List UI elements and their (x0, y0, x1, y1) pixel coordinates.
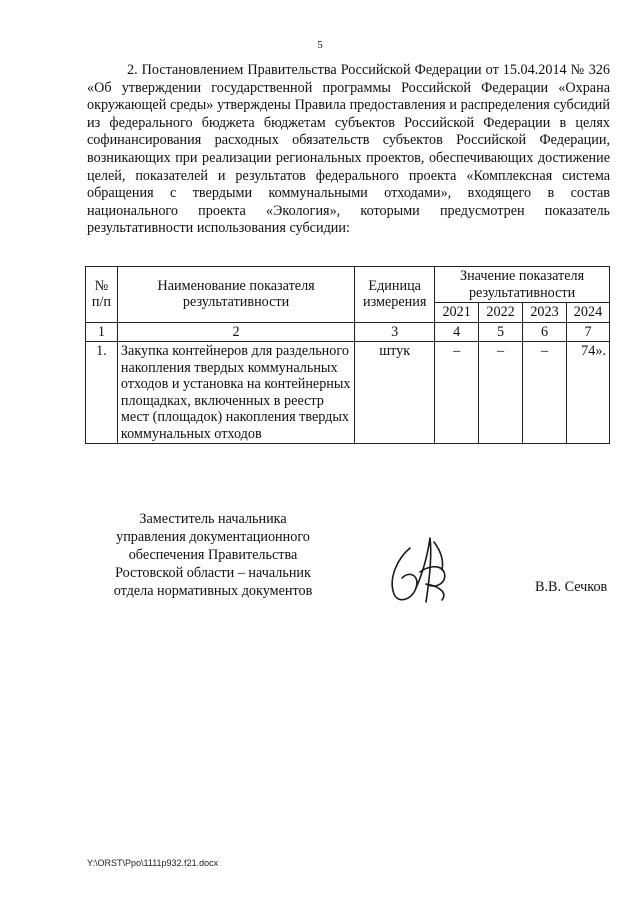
intro-paragraph (87, 62, 610, 238)
column-number: 4 (435, 322, 479, 342)
indicators-table (85, 266, 610, 444)
intro-text: Постановлением Правительства Российской Федерации от 15.04.2014 № 326 «Об утверждении государственной программы Российской Федерации «Охрана окружающей среды» утверждены Правила предоставления и распределения субсидий из федерального бюджета бюджетам субъектов Российской Федерации в целях софинансирования расходных обязательств субъектов Российской Федерации, возникающих при реализации региональных проектов, обеспечивающих достижение целей, показателей и результатов федерального проекта «Комплексная система обращения с твердыми коммунальными отходами», входящего в состав национального проекта «Экология», которыми предусмотрен показатель результативности использования субсидии: (87, 62, 610, 237)
handwritten-signature (380, 530, 460, 610)
table-header-row (86, 267, 610, 303)
table-column-numbers-row (86, 322, 610, 342)
page-number: 5 (317, 39, 323, 51)
row-num: 1. (86, 342, 118, 444)
row-name: Закупка контейнеров для раздельного накопления твердых коммунальных отходов и установка на контейнерных площадках, включенных в реестр мест (площадок) накопления твердых коммунальных отходов (117, 342, 354, 444)
column-number: 5 (479, 322, 523, 342)
signatory-position: Заместитель начальника управления документационного обеспечения Правительства Ростовской области – начальник отдела нормативных документов (113, 511, 313, 599)
row-value-2021: – (435, 342, 479, 444)
table-row (86, 342, 610, 444)
row-value-2024: 74». (566, 342, 609, 444)
column-number: 2 (117, 322, 354, 342)
column-number: 7 (566, 322, 609, 342)
intro-lead: 2. (127, 62, 138, 78)
column-number: 6 (523, 322, 567, 342)
column-number: 3 (355, 322, 435, 342)
header-year: 2022 (479, 303, 523, 323)
row-value-2022: – (479, 342, 523, 444)
file-path: Y:\ORST\Ppo\1111p932.f21.docx (87, 858, 219, 868)
header-name: Наименование показателя результативности (117, 267, 354, 323)
row-unit: штук (355, 342, 435, 444)
signer-name: В.В. Сечков (535, 579, 608, 595)
header-num: № п/п (86, 267, 118, 323)
header-values-group: Значение показателя результативности (435, 267, 610, 303)
row-value-2023: – (523, 342, 567, 444)
column-number: 1 (86, 322, 118, 342)
header-unit: Единица измерения (355, 267, 435, 323)
header-year: 2021 (435, 303, 479, 323)
header-year: 2023 (523, 303, 567, 323)
header-year: 2024 (566, 303, 609, 323)
